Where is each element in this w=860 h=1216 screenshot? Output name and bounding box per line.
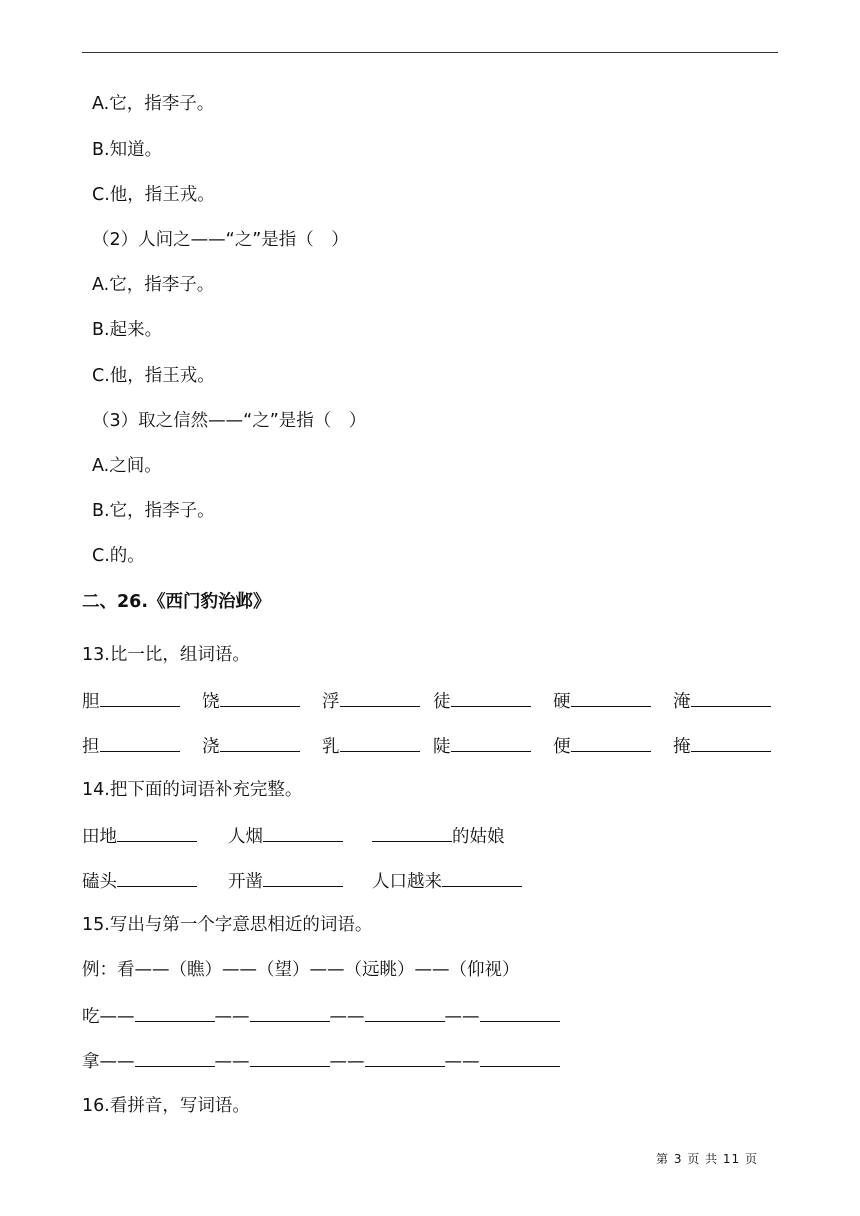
q2-option-a: A.它，指李子。 [92,275,215,295]
q16-title: 16.看拼音，写词语。 [82,1096,250,1116]
q13-char: 硬 [553,692,571,712]
q2-option-c: C.他，指王戎。 [92,366,215,386]
q13-char: 陡 [433,737,451,757]
answer-blank[interactable] [250,1003,330,1022]
q1-option-a: A.它，指李子。 [92,94,215,114]
answer-blank[interactable] [480,1003,560,1022]
q15-row-2 [82,1048,560,1074]
q14-word: 人烟 [228,827,263,847]
section-heading: 二、26.《西门豹治邺》 [82,592,271,612]
answer-blank[interactable] [263,823,343,842]
answer-blank[interactable] [691,688,771,707]
q13-char: 饶 [202,692,220,712]
answer-blank[interactable] [135,1048,215,1067]
answer-blank[interactable] [135,1003,215,1022]
q2-option-b: B.起来。 [92,320,163,340]
q1-option-b: B.知道。 [92,140,163,160]
q15-example: 例：看——（瞧）——（望）——（远眺）——（仰视） [82,960,520,980]
answer-blank[interactable] [480,1048,560,1067]
q13-title: 13.比一比，组词语。 [82,645,250,665]
answer-blank[interactable] [100,733,180,752]
q3-option-b: B.它，指李子。 [92,501,215,521]
q13-char: 浇 [202,737,220,757]
q1-option-c: C.他，指王戎。 [92,185,215,205]
answer-blank[interactable] [372,823,452,842]
answer-blank[interactable] [117,823,197,842]
answer-blank[interactable] [117,868,197,887]
dash: —— [99,1007,135,1027]
answer-blank[interactable] [571,733,651,752]
q13-char: 掩 [673,737,691,757]
answer-blank[interactable] [340,733,420,752]
q13-char: 便 [553,737,571,757]
answer-blank[interactable] [451,733,531,752]
dash: —— [214,1007,250,1027]
q13-char: 担 [82,737,100,757]
q13-char: 淹 [673,692,691,712]
q3-prompt: （3）取之信然——“之”是指（ ） [92,411,367,431]
dash: —— [444,1052,480,1072]
q14-word: 人口越来 [372,872,442,892]
q15-row-1 [82,1003,560,1029]
answer-blank[interactable] [442,868,522,887]
answer-blank[interactable] [571,688,651,707]
dash: —— [444,1007,480,1027]
q14-word: 田地 [82,827,117,847]
answer-blank[interactable] [691,733,771,752]
answer-blank[interactable] [451,688,531,707]
q14-word: 开凿 [228,872,263,892]
q15-title: 15.写出与第一个字意思相近的词语。 [82,915,373,935]
q3-option-c: C.的。 [92,546,145,566]
answer-blank[interactable] [220,688,300,707]
dash: —— [99,1052,135,1072]
dash: —— [329,1052,365,1072]
q3-option-a: A.之间。 [92,456,162,476]
answer-blank[interactable] [100,688,180,707]
dash: —— [214,1052,250,1072]
answer-blank[interactable] [250,1048,330,1067]
q13-char: 胆 [82,692,100,712]
answer-blank[interactable] [340,688,420,707]
q15-char: 吃 [82,1007,100,1027]
q13-char: 徒 [433,692,451,712]
q14-word: 的姑娘 [452,827,505,847]
dash: —— [329,1007,365,1027]
q13-char: 乳 [322,737,340,757]
header-rule [82,52,778,53]
q2-prompt: （2）人问之——“之”是指（ ） [92,230,349,250]
page-number: 第 3 页 共 11 页 [656,1152,758,1166]
answer-blank[interactable] [365,1048,445,1067]
q14-word: 磕头 [82,872,117,892]
answer-blank[interactable] [365,1003,445,1022]
q15-char: 拿 [82,1052,100,1072]
answer-blank[interactable] [220,733,300,752]
answer-blank[interactable] [263,868,343,887]
q14-title: 14.把下面的词语补充完整。 [82,780,303,800]
q13-char: 浮 [322,692,340,712]
